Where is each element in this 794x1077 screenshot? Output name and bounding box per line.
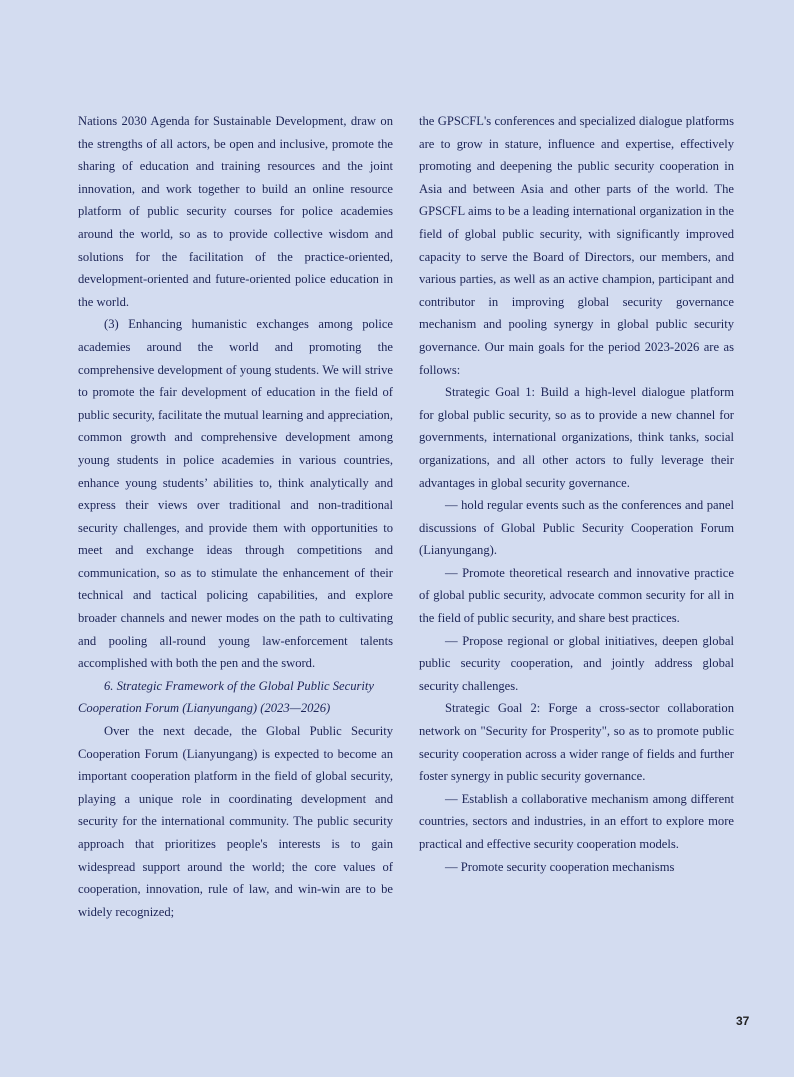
goal-2-item-collaborative-mechanism: — Establish a collaborative mechanism among different countries, sectors and industries, in an effort to explore more practical and effective security cooperation models.: [419, 791, 734, 851]
goal-1-item-research: — Promote theoretical research and innovative practice of global public security, advocate common security for all in the field of public security, and share best practices.: [419, 565, 734, 626]
paragraph-gpscfl-platforms: the GPSCFL's conferences and specialized dialogue platforms are to grow in stature, influence and expertise, effectively promoting and deepening the public security cooperation in Asia and between Asia and other parts of the world. The GPSCFL aims to be a leading international organization in the field of global public security, with significantly improved capacity to serve the Board of Directors, our members, and various parties, as well as an active champion, participant and contributor in improving global security governance mechanism and pooling synergy in global public security governance. Our main goals for the period 2023-2026 are as follows:: [419, 114, 734, 377]
paragraph-humanistic-exchanges: (3) Enhancing humanistic exchanges among police academies around the world and promoting the comprehensive development of young students. We will strive to promote the fair development of education in the field of public security, facilitate the mutual learning and appreciation, common growth and comprehensive development among young students in police academies in various countries, enhance young students’ abilities to, think analytically and express their views over traditional and non-traditional security challenges, and provide them with opportunities to meet and exchange ideas through competitions and communication, so as to stimulate the enhancement of their technical and tactical policing capabilities, and explore broader channels and newer modes on the path to cultivating and pooling all-round young law-enforcement talents accomplished with both the pen and the sword.: [78, 317, 393, 671]
left-column: [78, 110, 393, 923]
goal-2-item-security-cooperation: — Promote security cooperation mechanisms: [445, 859, 675, 874]
goal-1-item-regular-events: — hold regular events such as the conferences and panel discussions of Global Public Security Cooperation Forum (Lianyungang).: [419, 498, 734, 558]
paragraph-next-decade: Over the next decade, the Global Public Security Cooperation Forum (Lianyungang) is expected to become an important cooperation platform in the field of global security, playing a unique role in coordinating development and security for the international community. The public security approach that prioritizes people's interests is to gain widespread support around the world; the core values of cooperation, innovation, rule of law, and win-win are to be widely recognized;: [78, 724, 393, 919]
strategic-goal-1: Strategic Goal 1: Build a high-level dialogue platform for global public security, so as to provide a new channel for governments, international organizations, think tanks, social organizations, and all other actors to fully leverage their advantages in global security governance.: [419, 385, 734, 490]
goal-1-item-initiatives: — Propose regional or global initiatives, deepen global public security cooperation, and jointly address global security challenges.: [419, 633, 734, 693]
paragraph-un-agenda: Nations 2030 Agenda for Sustainable Development, draw on the strengths of all actors, be open and inclusive, promote the sharing of education and training resources and the joint innovation, and work together to build an online resource platform of public security courses for police academies around the world, so as to provide collective wisdom and solutions for the facilitation of the practice-oriented, development-oriented and future-oriented police education in the world.: [78, 114, 393, 309]
section-heading-strategic-framework: 6. Strategic Framework of the Global Public Security Cooperation Forum (Lianyungang) (2023—2026): [78, 678, 375, 716]
page-number: 37: [736, 1014, 750, 1028]
right-column: [419, 110, 734, 878]
strategic-goal-2: Strategic Goal 2: Forge a cross-sector collaboration network on "Security for Prosperity", so as to promote public security cooperation across a wider range of fields and further foster synergy in public security governance.: [419, 701, 734, 784]
